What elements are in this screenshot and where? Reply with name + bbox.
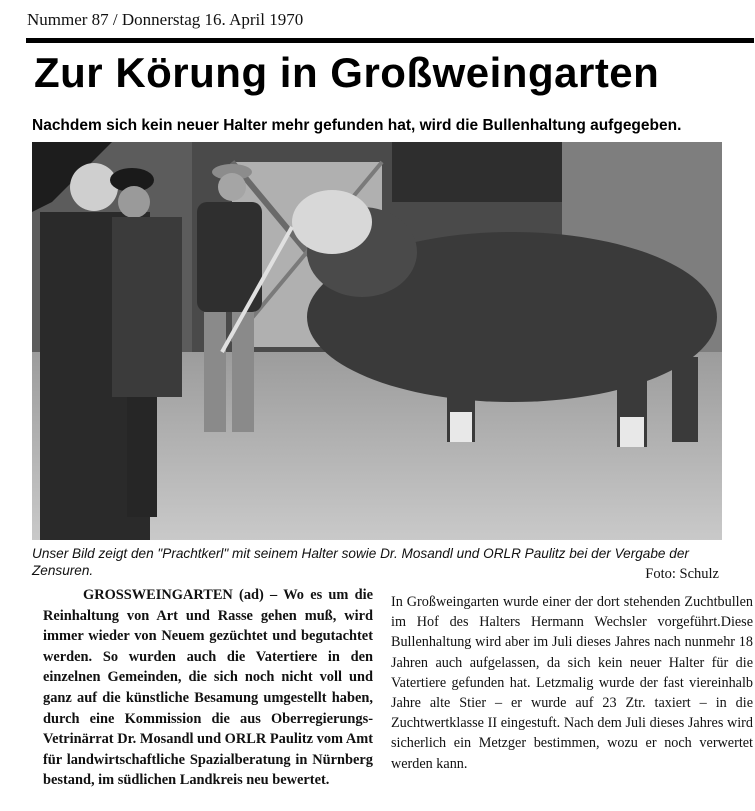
lead-paragraph: GROSSWEINGARTEN (ad) – Wo es um die Reinhaltung von Art und Rasse gehen muß, wird immer wieder von Neuem gezüchtet und begutachtet werden. So wurden auch die Vatertiere in den einzelnen Gemeinden, die sich noch nicht voll und ganz auf die künstliche Besamung umgestellt haben, durch eine Kommission die aus Oberregierungs-Vetrinärrat Dr. Mosandl und ORLR Paulitz vom Amt für landwirtschaftliche Spazialberatung in Nürnberg bestand, im südlichen Landkreis neu bewertet. [43, 587, 373, 789]
header-rule [26, 38, 754, 43]
article-column-right [391, 592, 753, 774]
article-headline: Zur Körung in Großweingarten [34, 49, 660, 96]
issue-date-line: Nummer 87 / Donnerstag 16. April 1970 [27, 10, 304, 29]
article-column-left [43, 585, 373, 791]
article-subheadline: Nachdem sich kein neuer Halter mehr gefunden hat, wird die Bullenhaltung aufgegeben. [32, 117, 682, 134]
photo-caption: Unser Bild zeigt den "Prachtkerl" mit seinem Halter sowie Dr. Mosandl und ORLR Paulitz bei der Vergabe der Zensuren. [32, 546, 689, 578]
photo-credit: Foto: Schulz [645, 566, 719, 582]
body-paragraph: In Großweingarten wurde einer der dort stehenden Zuchtbullen im Hof des Halters Hermann Wechsler vorgeführt.Diese Bullenhaltung wird aber im Juli dieses Jahres nach nunmehr 18 Jahren auch aufgelassen, da sich kein neuer Halter für die Vatertiere gefunden hat. Letzmalig wurde der fast viereinhalb Jahre alte Stier – er wurde auf 23 Ztr. taxiert – in die Zuchtwertklasse II eingestuft. Nach dem Juli dieses Jahres wird sicherlich ein Metzger bestimmen, wozu er noch verwertet werden kann. [391, 594, 753, 772]
article-photo [32, 142, 722, 540]
